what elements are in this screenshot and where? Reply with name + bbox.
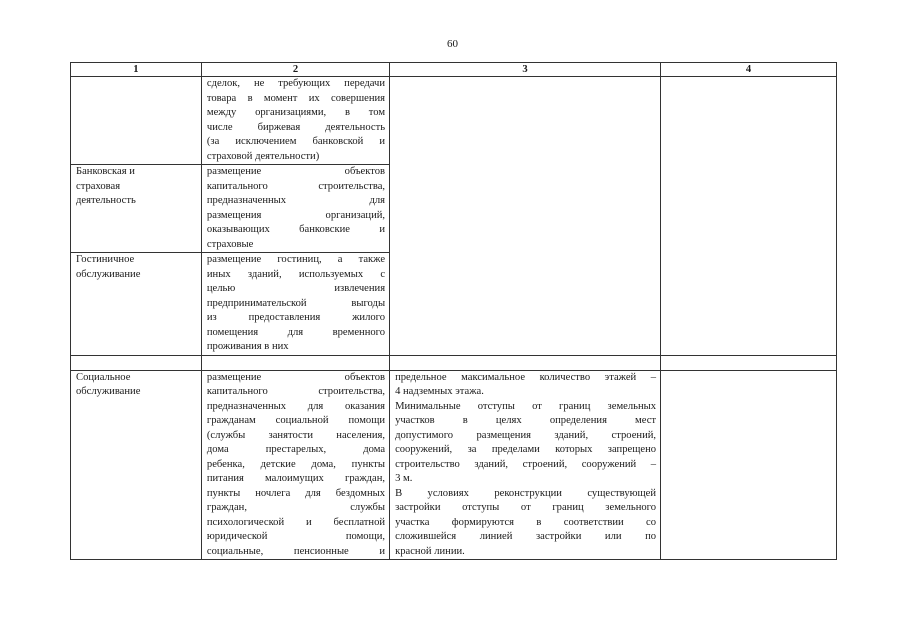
cell-line: питания малоимущих граждан, [206,473,386,484]
activity-description-banking [201,165,389,253]
activity-name-hotel [71,253,202,356]
row-continuation-col3 [390,77,661,356]
page-number: 60 [447,38,458,50]
column-header-1: 1 [71,63,202,77]
row-continuation-col4 [661,77,837,356]
cell-line: участка формируются в соответствии со [395,516,657,528]
cell-line: страховой деятельности) [206,150,320,162]
cell-line: пункты ночлега для бездомных [206,487,386,499]
cell-line: допустимого размещения зданий, строений, [395,429,657,441]
cell-line: оказывающих банковские и [206,224,386,235]
column-header-2: 2 [201,63,389,77]
cell-line: числе биржевая деятельность [206,121,386,133]
cell-line: 4 надземных этажа. [395,386,484,397]
cell-line: из предоставления жилого [206,312,386,323]
spacer-cell [390,355,661,370]
cell-line: товара в момент их совершения [206,92,386,104]
table-row [71,77,837,165]
cell-line: дома престарелых, дома [206,444,386,455]
notes-social [661,370,837,560]
activity-description-hotel [201,253,389,356]
cell-line: деятельность [76,195,136,206]
cell-line: (за исключением банковской и [206,136,386,147]
cell-line: красной линии. [395,545,465,557]
cell-line: страховые [206,238,254,250]
cell-line: Гостиничное [76,254,135,265]
cell-line: предельное максимальное количество этажей – [395,371,657,383]
cell-line: целью извлечения [206,283,386,294]
cell-line: В условиях реконструкции существующей [395,487,657,499]
cell-line: помещения для временного [206,326,386,338]
cell-line: страховая [76,180,121,192]
spacer-cell [201,355,389,370]
cell-line: обслуживание [76,268,141,280]
row-continuation-col2 [201,77,389,165]
cell-line: иных зданий, используемых с [206,268,386,280]
cell-line: Минимальные отступы от границ земельных [395,400,657,412]
cell-line: Банковская и [76,166,135,177]
spacer-cell [661,355,837,370]
table-row [71,370,837,560]
cell-line: сложившейся линией застройки или по [395,531,657,542]
activity-description-social [201,370,389,560]
table-header-row [71,63,837,77]
parameters-social [390,370,661,560]
cell-line: сооружений, за пределами которых запрещено [395,444,657,455]
cell-line: капитального строительства, [206,386,386,397]
cell-line: психологической и бесплатной [206,516,386,528]
cell-line: юридической помощи, [206,531,386,542]
cell-line: социальные, пенсионные и [206,545,386,557]
activity-name-social [71,370,202,560]
cell-line: между организациями, в том [206,107,386,118]
cell-line: 3 м. [395,473,413,484]
cell-line: размещение объектов [206,371,386,383]
table-row-spacer [71,355,837,370]
cell-line: предпринимательской выгоды [206,297,386,309]
cell-line: участков в целях определения мест [395,415,657,426]
column-header-4: 4 [661,63,837,77]
cell-line: проживания в них [206,341,289,352]
column-header-3: 3 [390,63,661,77]
cell-line: предназначенных для [206,195,386,206]
cell-line: размещения организаций, [206,209,386,221]
cell-line: предназначенных для оказания [206,400,386,412]
cell-line: обслуживание [76,386,141,397]
cell-line: Социальное [76,371,131,383]
cell-line: гражданам социальной помощи [206,415,386,426]
cell-line: сделок, не требующих передачи [206,78,386,89]
cell-line: размещение гостиниц, а также [206,254,386,265]
activity-name-banking [71,165,202,253]
cell-line: размещение объектов [206,166,386,177]
cell-line: капитального строительства, [206,180,386,192]
cell-line: граждан, службы [206,502,386,513]
land-use-table [70,62,837,560]
cell-line: ребенка, детские дома, пункты [206,458,386,470]
spacer-cell [71,355,202,370]
cell-line: застройки отступы от границ земельного [395,502,657,513]
row-continuation-col1 [71,77,202,165]
cell-line: (службы занятости населения, [206,429,386,441]
cell-line: строительство зданий, строений, сооружений – [395,458,657,470]
